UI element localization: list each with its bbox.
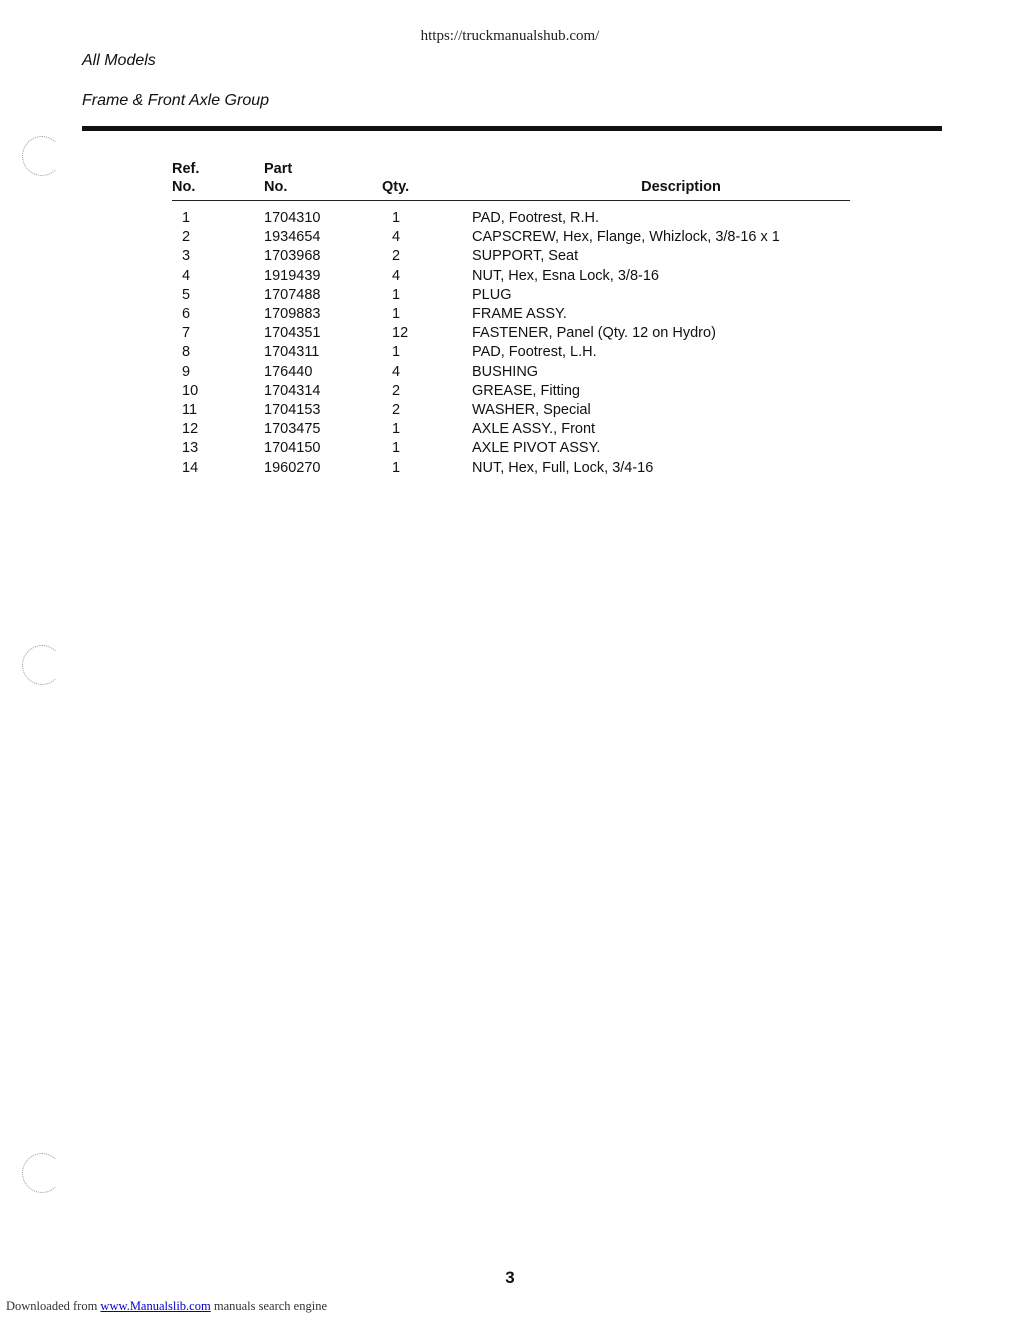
ref-no-cell: 2 [182, 229, 191, 246]
table-row [172, 420, 850, 439]
qty-cell: 4 [392, 363, 401, 380]
part-no-cell: 1707488 [264, 286, 321, 303]
qty-cell: 1 [392, 421, 401, 438]
ref-no-cell: 1 [182, 210, 191, 226]
qty-cell: 2 [392, 382, 401, 399]
qty-cell: 1 [392, 459, 401, 476]
table-row [172, 382, 850, 401]
part-no-cell: 1919439 [264, 267, 321, 284]
part-no-cell: 1703475 [264, 421, 321, 438]
ref-no-cell: 8 [182, 344, 191, 361]
description-cell: PAD, Footrest, R.H. [472, 210, 600, 226]
qty-cell: 2 [392, 248, 401, 265]
description-cell: PLUG [472, 286, 512, 303]
ref-no-cell: 6 [182, 306, 191, 323]
table-row [172, 305, 850, 324]
part-no-cell: 1704311 [264, 344, 320, 361]
ref-no-header: Ref. No. [172, 160, 264, 201]
ref-no-cell: 12 [182, 421, 199, 438]
qty-cell: 1 [392, 306, 401, 323]
punch-hole-mark [22, 136, 62, 176]
table-row [172, 267, 850, 286]
table-row [172, 228, 850, 247]
description-cell: SUPPORT, Seat [472, 248, 579, 265]
part-no-cell: 1709883 [264, 306, 321, 323]
part-no-cell: 1704153 [264, 402, 321, 419]
part-no-cell: 176440 [264, 363, 313, 380]
header-rule [82, 126, 942, 131]
group-title: Frame & Front Axle Group [82, 92, 270, 109]
description-cell: GREASE, Fitting [472, 382, 580, 399]
table-row [172, 401, 850, 420]
description-cell: AXLE PIVOT ASSY. [472, 440, 601, 457]
qty-cell: 1 [392, 344, 401, 361]
table-row [172, 363, 850, 382]
punch-hole-mark [22, 645, 62, 685]
ref-no-cell: 4 [182, 267, 191, 284]
footer-suffix: manuals search engine [210, 1299, 327, 1313]
description-cell: PAD, Footrest, L.H. [472, 344, 597, 361]
table-row [172, 247, 850, 266]
footer-prefix: Downloaded from [6, 1299, 101, 1313]
qty-cell: 4 [392, 267, 401, 284]
part-no-cell: 1934654 [264, 229, 321, 246]
part-no-cell: 1704351 [264, 325, 321, 342]
ref-no-cell: 13 [182, 440, 199, 457]
description-header: Description [472, 160, 850, 201]
part-no-cell: 1704150 [264, 440, 321, 457]
manualslib-link[interactable]: www.Manualslib.com [100, 1299, 211, 1313]
table-header-row [172, 160, 850, 201]
table-row [172, 286, 850, 305]
ref-no-cell: 10 [182, 382, 199, 399]
qty-cell: 2 [392, 402, 401, 419]
punch-hole-mark [22, 1153, 62, 1193]
description-cell: NUT, Hex, Full, Lock, 3/4-16 [472, 459, 654, 476]
part-no-header: Part No. [264, 160, 382, 201]
table-row [172, 459, 850, 478]
ref-no-cell: 5 [182, 286, 191, 303]
ref-no-cell: 7 [182, 325, 191, 342]
qty-cell: 1 [392, 286, 401, 303]
description-cell: AXLE ASSY., Front [472, 421, 596, 438]
part-no-cell: 1703968 [264, 248, 321, 265]
qty-cell: 4 [392, 229, 401, 246]
ref-no-cell: 11 [182, 402, 198, 419]
page-number: 3 [505, 1268, 515, 1287]
part-no-cell: 1704314 [264, 382, 321, 399]
description-cell: NUT, Hex, Esna Lock, 3/8-16 [472, 267, 659, 284]
ref-no-cell: 3 [182, 248, 191, 265]
table-row [172, 324, 850, 343]
source-url-header: https://truckmanualshub.com/ [420, 28, 600, 44]
qty-header: Qty. [382, 160, 472, 201]
ref-no-cell: 9 [182, 363, 191, 380]
description-cell: BUSHING [472, 363, 539, 380]
description-cell: WASHER, Special [472, 402, 591, 419]
table-row [172, 343, 850, 362]
description-cell: CAPSCREW, Hex, Flange, Whizlock, 3/8-16 x 1 [472, 229, 780, 246]
description-cell: FASTENER, Panel (Qty. 12 on Hydro) [472, 325, 716, 342]
table-row [172, 201, 850, 229]
ref-no-cell: 14 [182, 459, 199, 476]
download-footer [6, 1299, 327, 1314]
qty-cell: 1 [392, 210, 401, 226]
part-no-cell: 1960270 [264, 459, 321, 476]
table-row [172, 439, 850, 458]
part-no-cell: 1704310 [264, 210, 321, 226]
qty-cell: 1 [392, 440, 401, 457]
description-cell: FRAME ASSY. [472, 306, 567, 323]
models-label: All Models [82, 52, 156, 69]
qty-cell: 12 [392, 325, 409, 342]
parts-list-table [172, 160, 850, 478]
